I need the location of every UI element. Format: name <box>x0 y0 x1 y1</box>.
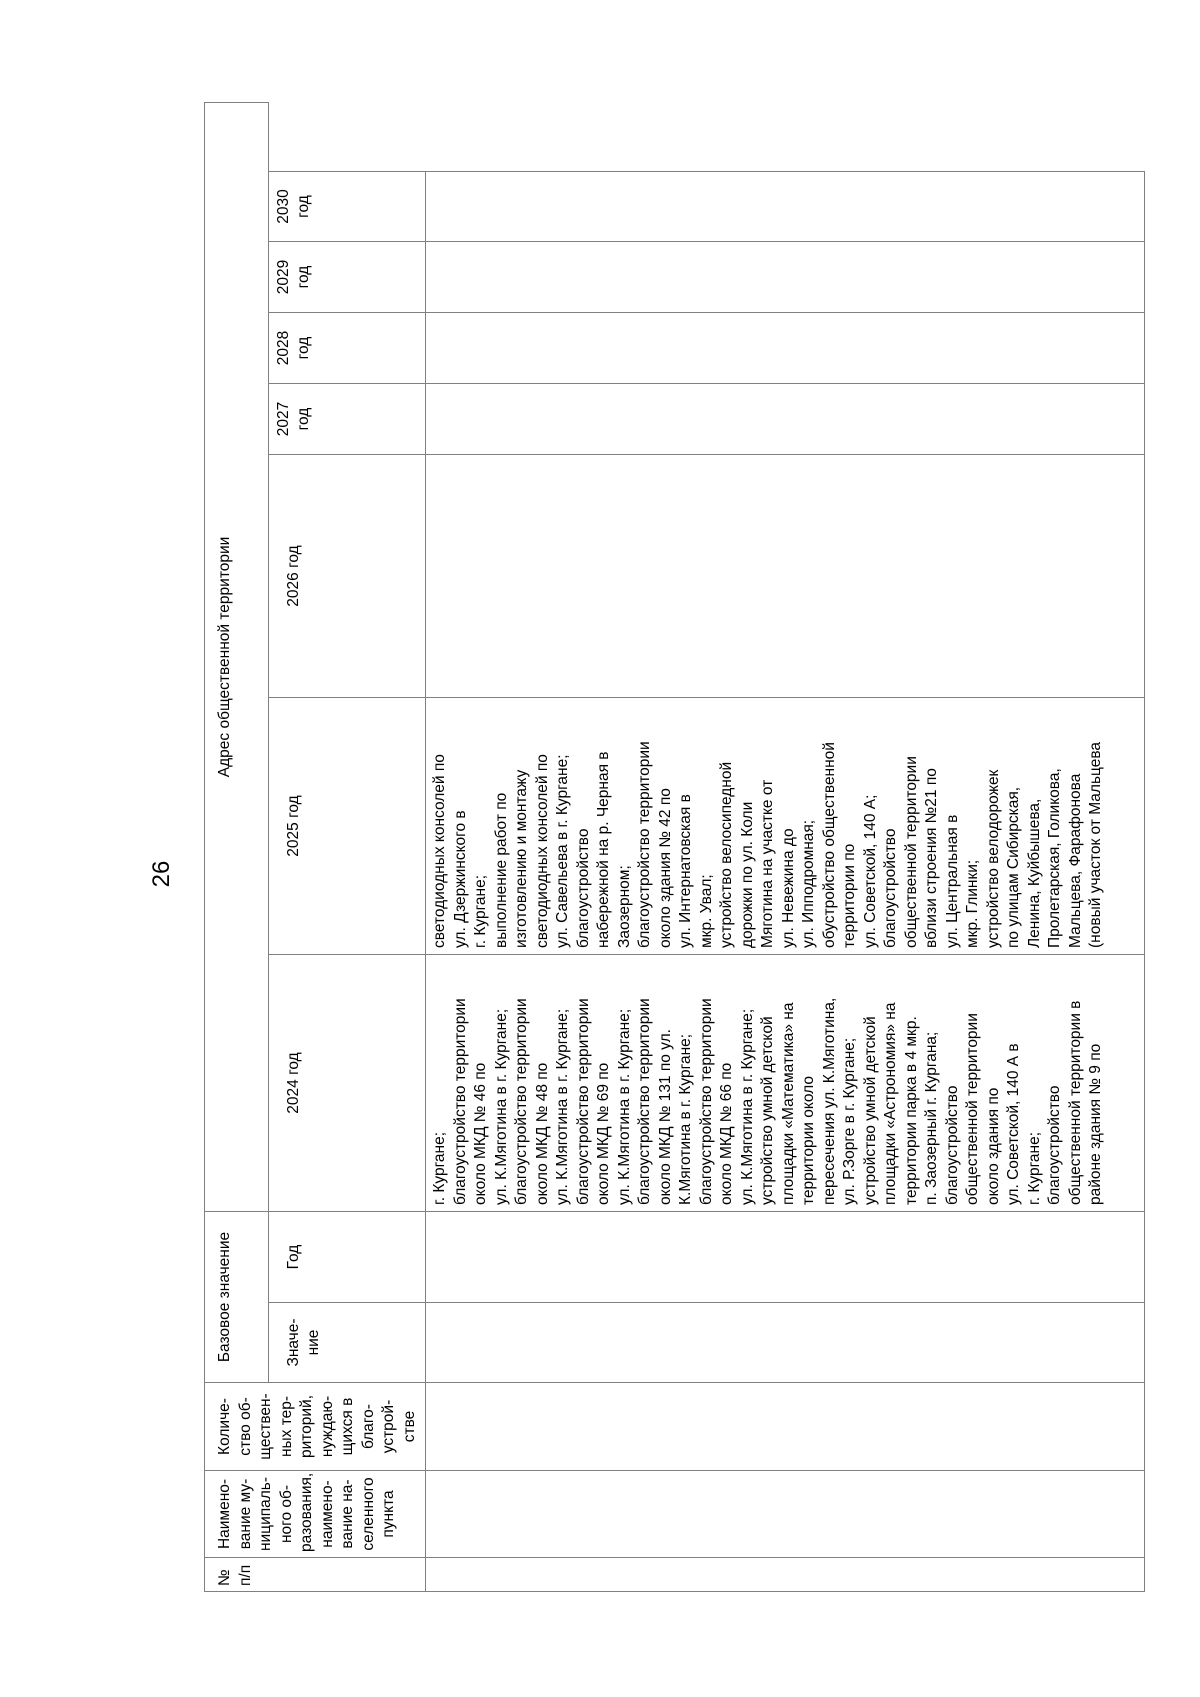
address-line: ул. Ипподромная; <box>800 819 818 948</box>
address-line: ул. Невежина до <box>779 828 797 948</box>
table-row <box>426 102 1145 1591</box>
address-line: устройство умной детской <box>759 1016 777 1205</box>
address-line: благоустройство <box>943 1085 961 1205</box>
header-2025: 2025 год <box>268 697 425 954</box>
address-line: благоустройство территории <box>574 998 592 1205</box>
address-line: выполнение работ по <box>492 792 510 948</box>
address-line: площадки «Математика» на <box>779 1002 797 1205</box>
header-num: № п/п <box>205 1558 426 1592</box>
address-line: набережной на р. Черная в <box>595 751 613 948</box>
address-line: г. Кургане; <box>472 874 490 948</box>
address-line: мкр. Увал; <box>697 874 715 948</box>
header-2027: 2027 год <box>268 383 425 454</box>
address-line: ул. К.Мяготина в г. Кургане; <box>554 1008 572 1205</box>
address-line: ул. К.Мяготина в г. Кургане; <box>615 1008 633 1205</box>
address-line: благоустройство территории <box>636 998 654 1205</box>
address-line: ул. Дзержинского в <box>451 810 469 948</box>
address-line: около здания № 42 по <box>656 788 674 948</box>
address-line: п. Заозерный г. Кургана; <box>923 1031 941 1205</box>
header-2028: 2028 год <box>268 312 425 383</box>
address-line: благоустройство <box>574 828 592 948</box>
address-line: территории около <box>800 1076 818 1205</box>
address-line: площадки «Астрономия» на <box>882 1002 900 1205</box>
cell-num <box>426 1558 1145 1592</box>
cell-municipality <box>426 1471 1145 1558</box>
address-line: (новый участок от Мальцева <box>1087 741 1105 948</box>
address-line: благоустройство территории <box>697 998 715 1205</box>
header-2029: 2029 год <box>268 241 425 312</box>
address-line: ул. Интернатовская в <box>677 794 695 948</box>
address-line: около здания по <box>984 1087 1002 1205</box>
address-line: благоустройство территории <box>513 998 531 1205</box>
address-line: около МКД № 66 по <box>718 1062 736 1205</box>
address-line: около МКД № 69 по <box>595 1062 613 1205</box>
cell-2025 <box>426 697 1145 954</box>
address-line: светодиодных консолей по <box>431 754 449 948</box>
address-line: благоустройство территории <box>451 998 469 1205</box>
header-base-value: Базовое значение <box>205 1211 269 1382</box>
address-line: ул. Центральная в <box>943 814 961 948</box>
address-line: около МКД № 46 по <box>472 1062 490 1205</box>
public-territories-table <box>204 102 1145 1592</box>
address-line: районе здания № 9 по <box>1087 1043 1105 1205</box>
address-line: устройство велодорожек <box>984 769 1002 948</box>
address-line: светодиодных консолей по <box>533 754 551 948</box>
cell-year <box>426 1211 1145 1302</box>
address-line: Мяготина на участке от <box>759 779 777 948</box>
header-2030: 2030 год <box>268 171 425 241</box>
address-line: устройство велосипедной <box>718 761 736 948</box>
header-row-2 <box>268 102 425 1591</box>
address-line: благоустройство <box>1046 1085 1064 1205</box>
address-line: Пролетарская, Голикова, <box>1046 768 1064 948</box>
cell-2028 <box>426 312 1145 383</box>
header-count: Количе-ство об-ществен-ных тер-риторий, нуждаю-щихся в благо-устрой-стве <box>205 1383 426 1471</box>
address-line: мкр. Глинки; <box>964 859 982 948</box>
address-list-2025 <box>430 704 1107 948</box>
cell-2026 <box>426 454 1145 697</box>
header-year: Год <box>268 1211 425 1302</box>
address-line: территории по <box>841 843 859 948</box>
address-line: обустройство общественной <box>820 742 838 948</box>
address-line: ул. Советской, 140 А в <box>1005 1043 1023 1205</box>
header-2026: 2026 год <box>268 454 425 697</box>
address-line: по улицам Сибирская, <box>1005 786 1023 948</box>
address-line: Ленина, Куйбышева, <box>1025 798 1043 948</box>
address-line: благоустройство территории <box>636 741 654 948</box>
header-row-1 <box>205 102 269 1591</box>
address-line: Заозерном; <box>615 865 633 948</box>
cell-2024 <box>426 954 1145 1211</box>
address-line: ул. Советской, 140 А; <box>861 794 879 948</box>
address-list-2024 <box>430 961 1107 1205</box>
address-line: Мальцева, Фарафонова <box>1066 773 1084 948</box>
header-2024: 2024 год <box>268 954 425 1211</box>
address-line: около МКД № 131 по ул. <box>656 1029 674 1205</box>
address-line: общественной территории <box>964 1013 982 1205</box>
address-line: дорожки по ул. Коли <box>738 801 756 948</box>
address-line: устройство умной детской <box>861 1016 879 1205</box>
address-line: г. Кургане; <box>431 1131 449 1205</box>
address-line: пересечения ул. К.Мяготина, <box>820 997 838 1205</box>
address-line: изготовлению и монтажу <box>513 769 531 948</box>
address-line: общественной территории <box>902 756 920 948</box>
address-line: г. Кургане; <box>1025 1131 1043 1205</box>
page-number: 26 <box>148 860 175 888</box>
address-line: около МКД № 48 по <box>533 1062 551 1205</box>
cell-2030 <box>426 171 1145 241</box>
header-municipality: Наимено-вание му-ниципаль-ного об-разования, наимено-вание на-селенного пункта <box>205 1471 426 1558</box>
cell-value <box>426 1303 1145 1383</box>
address-line: ул. К.Мяготина в г. Кургане; <box>492 1008 510 1205</box>
header-value: Значе-ние <box>268 1303 425 1383</box>
address-line: ул. К.Мяготина в г. Кургане; <box>738 1008 756 1205</box>
cell-2029 <box>426 241 1145 312</box>
rotated-table-container <box>204 123 1145 1592</box>
cell-count <box>426 1383 1145 1471</box>
address-line: территории парка в 4 мкр. <box>902 1016 920 1205</box>
address-line: благоустройство <box>882 828 900 948</box>
cell-2027 <box>426 383 1145 454</box>
address-line: ул. Савельева в г. Кургане; <box>554 754 572 948</box>
address-line: вблизи строения №21 по <box>923 768 941 948</box>
header-address: Адрес общественной территории <box>205 102 269 1211</box>
address-line: ул. Р.Зорге в г. Кургане; <box>841 1037 859 1205</box>
address-line: К.Мяготина в г. Кургане; <box>677 1033 695 1205</box>
address-line: общественной территории в <box>1066 1000 1084 1205</box>
